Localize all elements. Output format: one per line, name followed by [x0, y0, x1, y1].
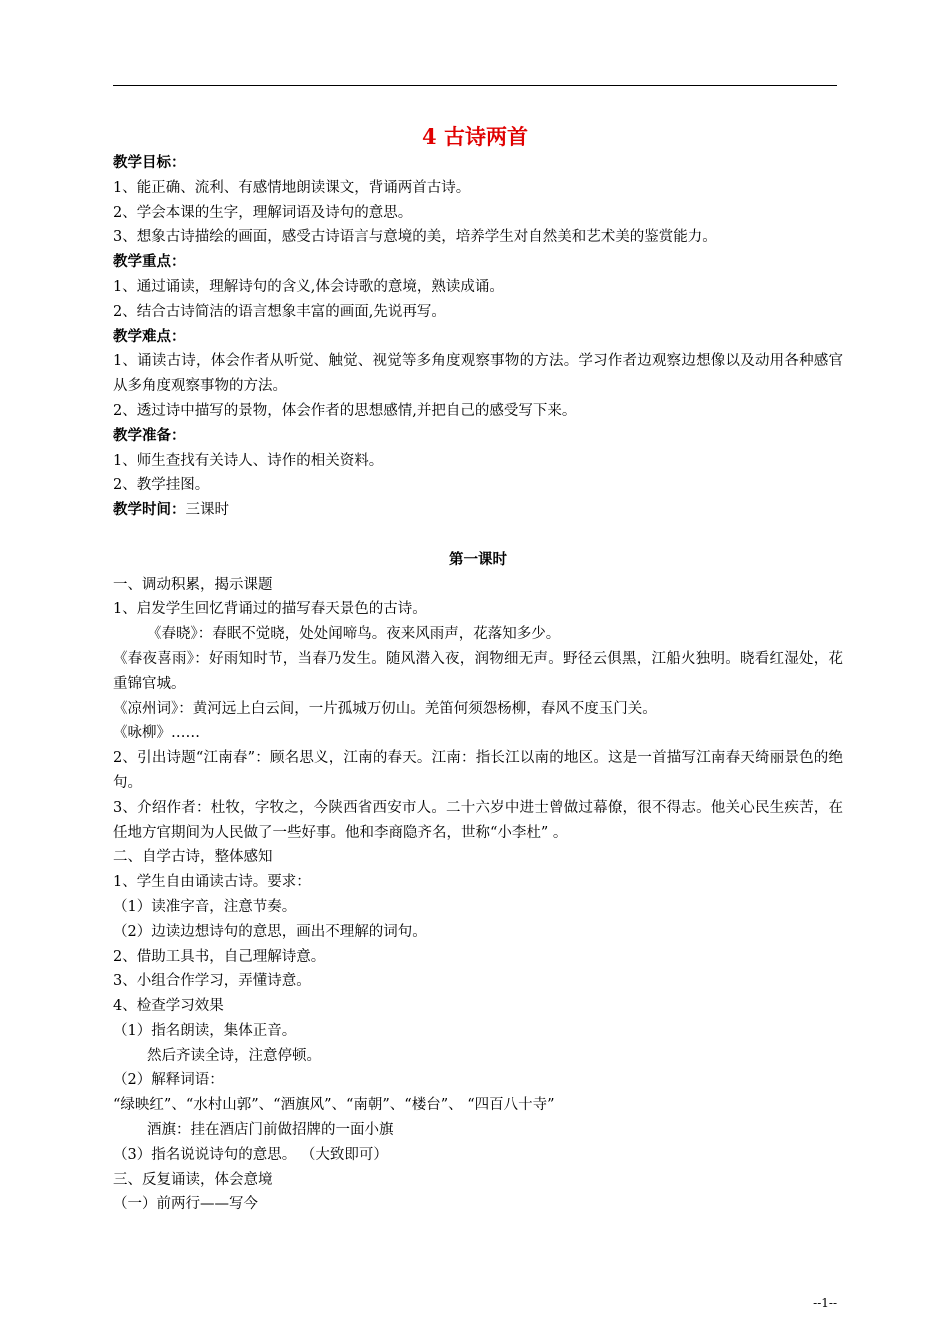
lesson-heading: 第一课时: [449, 550, 507, 568]
vocab-line: “绿映红”、“水村山郭”、“酒旗风”、“南朝”、“楼台”、 “四百八十寺”: [113, 1097, 555, 1114]
time-value: 三课时: [185, 502, 229, 519]
lesson-line: 3、介绍作者：杜牧，字牧之，今陕西省西安市人。二十六岁中进士曾做过幕僚，很不得志。他关心民生疾苦，在任地方官期间为人民做了一些好事。他和李商隐齐名，世称“小李杜” 。: [113, 799, 843, 841]
section-heading: 一、调动积累，揭示课题: [113, 576, 273, 593]
lesson-line: （3）指名说说诗句的意思。 （大致即可）: [113, 1146, 388, 1163]
lesson-line: 1、学生自由诵读古诗。要求：: [113, 874, 311, 891]
lesson-line: 2、引出诗题“江南春”：顾名思义，江南的春天。江南：指长江以南的地区。这是一首描写江南春天绮丽景色的绝句。: [113, 750, 843, 791]
key-point-item: 2、结合古诗简洁的语言想象丰富的画面,先说再写。: [113, 303, 446, 320]
preparation-item: 1、师生查找有关诗人、诗作的相关资料。: [113, 452, 384, 469]
poem-line: 《咏柳》……: [113, 725, 200, 742]
document-body: [113, 151, 843, 1217]
page-number: --1--: [813, 1296, 837, 1310]
time-heading: 教学时间：: [113, 501, 186, 519]
header-rule: [113, 85, 837, 86]
lesson-line: （一）前两行——写今: [113, 1196, 258, 1213]
lesson-line: （2）解释词语：: [113, 1072, 224, 1089]
difficulty-item: 1、诵读古诗，体会作者从听觉、触觉、视觉等多角度观察事物的方法。学习作者边观察边想像以及动用各种感官从多角度观察事物的方法。: [113, 353, 843, 395]
lesson-line: 4、检查学习效果: [113, 998, 224, 1015]
lesson-line: 3、小组合作学习，弄懂诗意。: [113, 973, 311, 990]
difficulties-heading: 教学难点：: [113, 327, 186, 345]
goal-item: 3、想象古诗描绘的画面，感受古诗语言与意境的美，培养学生对自然美和艺术美的鉴赏能力。: [113, 229, 717, 246]
lesson-line: 1、启发学生回忆背诵过的描写春天景色的古诗。: [113, 601, 427, 618]
goal-item: 2、学会本课的生字，理解词语及诗句的意思。: [113, 204, 413, 221]
lesson-line: （1）指名朗读，集体正音。: [113, 1022, 297, 1039]
section-heading: 三、反复诵读，体会意境: [113, 1171, 273, 1188]
goal-item: 1、能正确、流利、有感情地朗读课文，背诵两首古诗。: [113, 179, 471, 196]
goals-heading: 教学目标：: [113, 154, 186, 171]
lesson-line: （2）边读边想诗句的意思，画出不理解的词句。: [113, 923, 427, 940]
difficulty-item: 2、透过诗中描写的景物，体会作者的思想感情,并把自己的感受写下来。: [113, 402, 577, 419]
poem-line: 《春夜喜雨》：好雨知时节，当春乃发生。随风潜入夜，润物细无声。野径云俱黑，江船火独明。晓看红湿处，花重锦官城。: [113, 650, 843, 692]
lesson-line: 然后齐读全诗，注意停顿。: [147, 1047, 321, 1064]
poem-line: 《凉州词》：黄河远上白云间，一片孤城万仞山。羌笛何须怨杨柳，春风不度玉门关。: [113, 700, 657, 717]
lesson-line: （1）读准字音，注意节奏。: [113, 898, 297, 915]
poem-line: 《春晓》：春眠不觉晓，处处闻啼鸟。夜来风雨声，花落知多少。: [147, 626, 561, 643]
section-heading: 二、自学古诗，整体感知: [113, 849, 273, 866]
key-point-item: 1、通过诵读，理解诗句的含义,体会诗歌的意境，熟读成诵。: [113, 278, 504, 295]
preparation-heading: 教学准备：: [113, 426, 186, 444]
preparation-item: 2、教学挂图。: [113, 477, 210, 494]
lesson-line: 酒旗：挂在酒店门前做招牌的一面小旗: [147, 1122, 394, 1139]
page-title: 4 古诗两首: [422, 124, 528, 149]
spacer: [113, 523, 843, 548]
lesson-line: 2、借助工具书，自己理解诗意。: [113, 948, 326, 965]
key-points-heading: 教学重点：: [113, 253, 186, 271]
time-line: [113, 498, 843, 523]
